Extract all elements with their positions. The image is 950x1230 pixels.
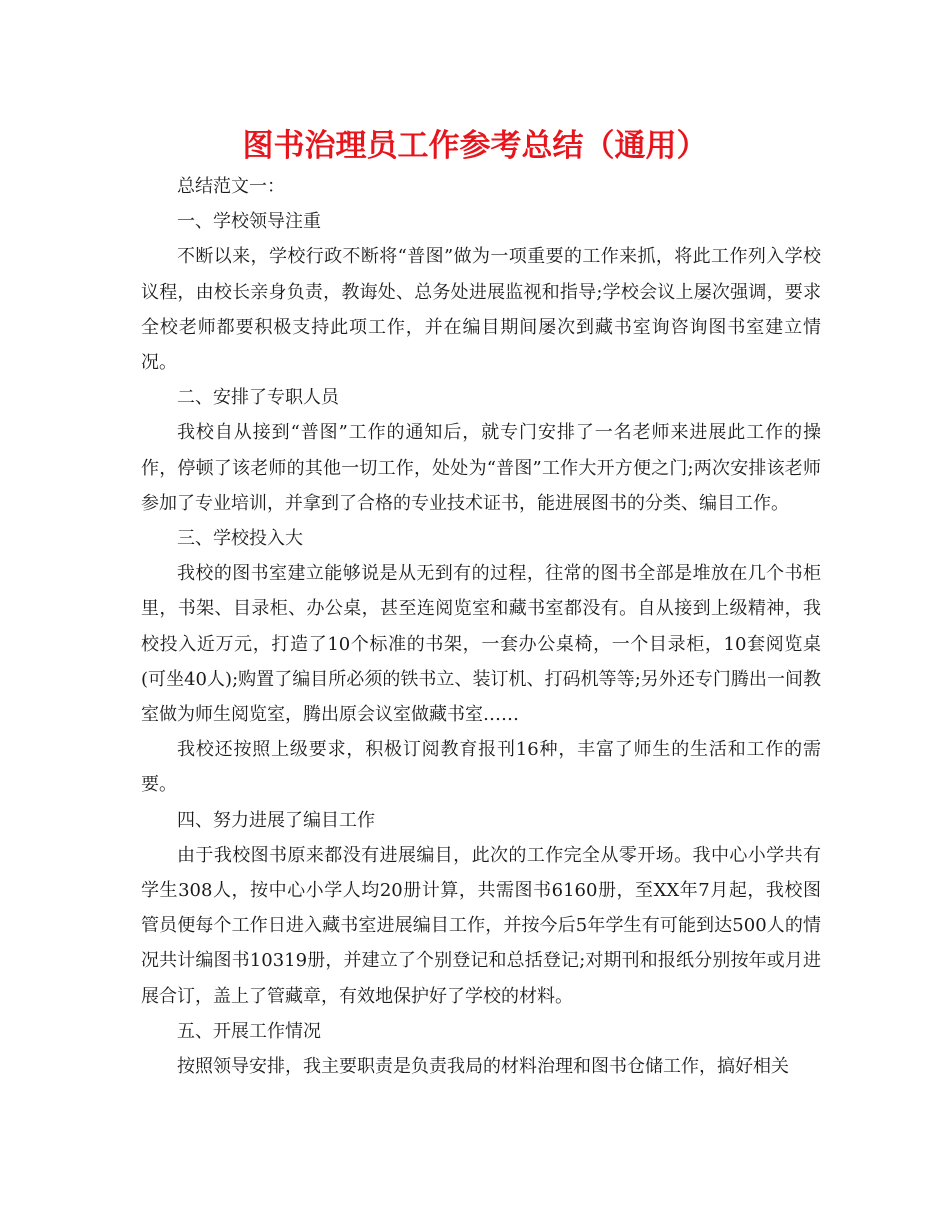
paragraph-intro-label: 总结范文一： (177, 176, 285, 197)
paragraph: 我校还按照上级要求，积极订阅教育报刊16种，丰富了师生的生活和工作的需要。 (141, 739, 821, 796)
paragraph: 不断以来，学校行政不断将“普图”做为一项重要的工作来抓，将此工作列入学校议程，由校长亲身负责，教诲处、总务处进展监视和指导;学校会议上屡次强调，要求全校老师都要积极支持此项工作，并在编目期间屡次到藏书室询咨询图书室建立情况。 (141, 246, 821, 374)
document-title: 图书治理员工作参考总结（通用） (242, 128, 708, 164)
paragraph: 按照领导安排，我主要职责是负责我局的材料治理和图书仓储工作，搞好相关 (177, 1056, 789, 1078)
section-heading-4: 四、努力进展了编目工作 (177, 809, 375, 831)
section-heading-2: 二、安排了专职人员 (177, 387, 339, 409)
document-body (141, 169, 821, 1084)
paragraph: 我校自从接到“普图”工作的通知后，就专门安排了一名老师来进展此工作的操作，停顿了该老师的其他一切工作，处处为“普图”工作大开方便之门;两次安排该老师参加了专业培训，并拿到了合格的专业技术证书，能进展图书的分类、编目工作。 (141, 422, 821, 514)
paragraph: 我校的图书室建立能够说是从无到有的过程，往常的图书全部是堆放在几个书柜里，书架、目录柜、办公桌，甚至连阅览室和藏书室都没有。自从接到上级精神，我校投入近万元，打造了10个标准的书架，一套办公桌椅，一个目录柜，10套阅览桌(可坐40人);购置了编目所必须的铁书立、装订机、打码机等等;另外还专门腾出一间教室做为师生阅览室，腾出原会议室做藏书室…… (141, 563, 821, 726)
paragraph: 由于我校图书原来都没有进展编目，此次的工作完全从零开场。我中心小学共有学生308人，按中心小学人均20册计算，共需图书6160册，至XX年7月起，我校图管员便每个工作日进入藏书室进展编目工作，并按今后5年学生有可能到达500人的情况共计编图书10319册，并建立了个别登记和总括登记;对期刊和报纸分别按年或月进展合订，盖上了管藏章，有效地保护好了学校的材料。 (141, 844, 821, 1007)
section-heading-1: 一、学校领导注重 (177, 211, 321, 233)
section-heading-5: 五、开展工作情况 (177, 1020, 321, 1042)
section-heading-3: 三、学校投入大 (177, 528, 303, 550)
